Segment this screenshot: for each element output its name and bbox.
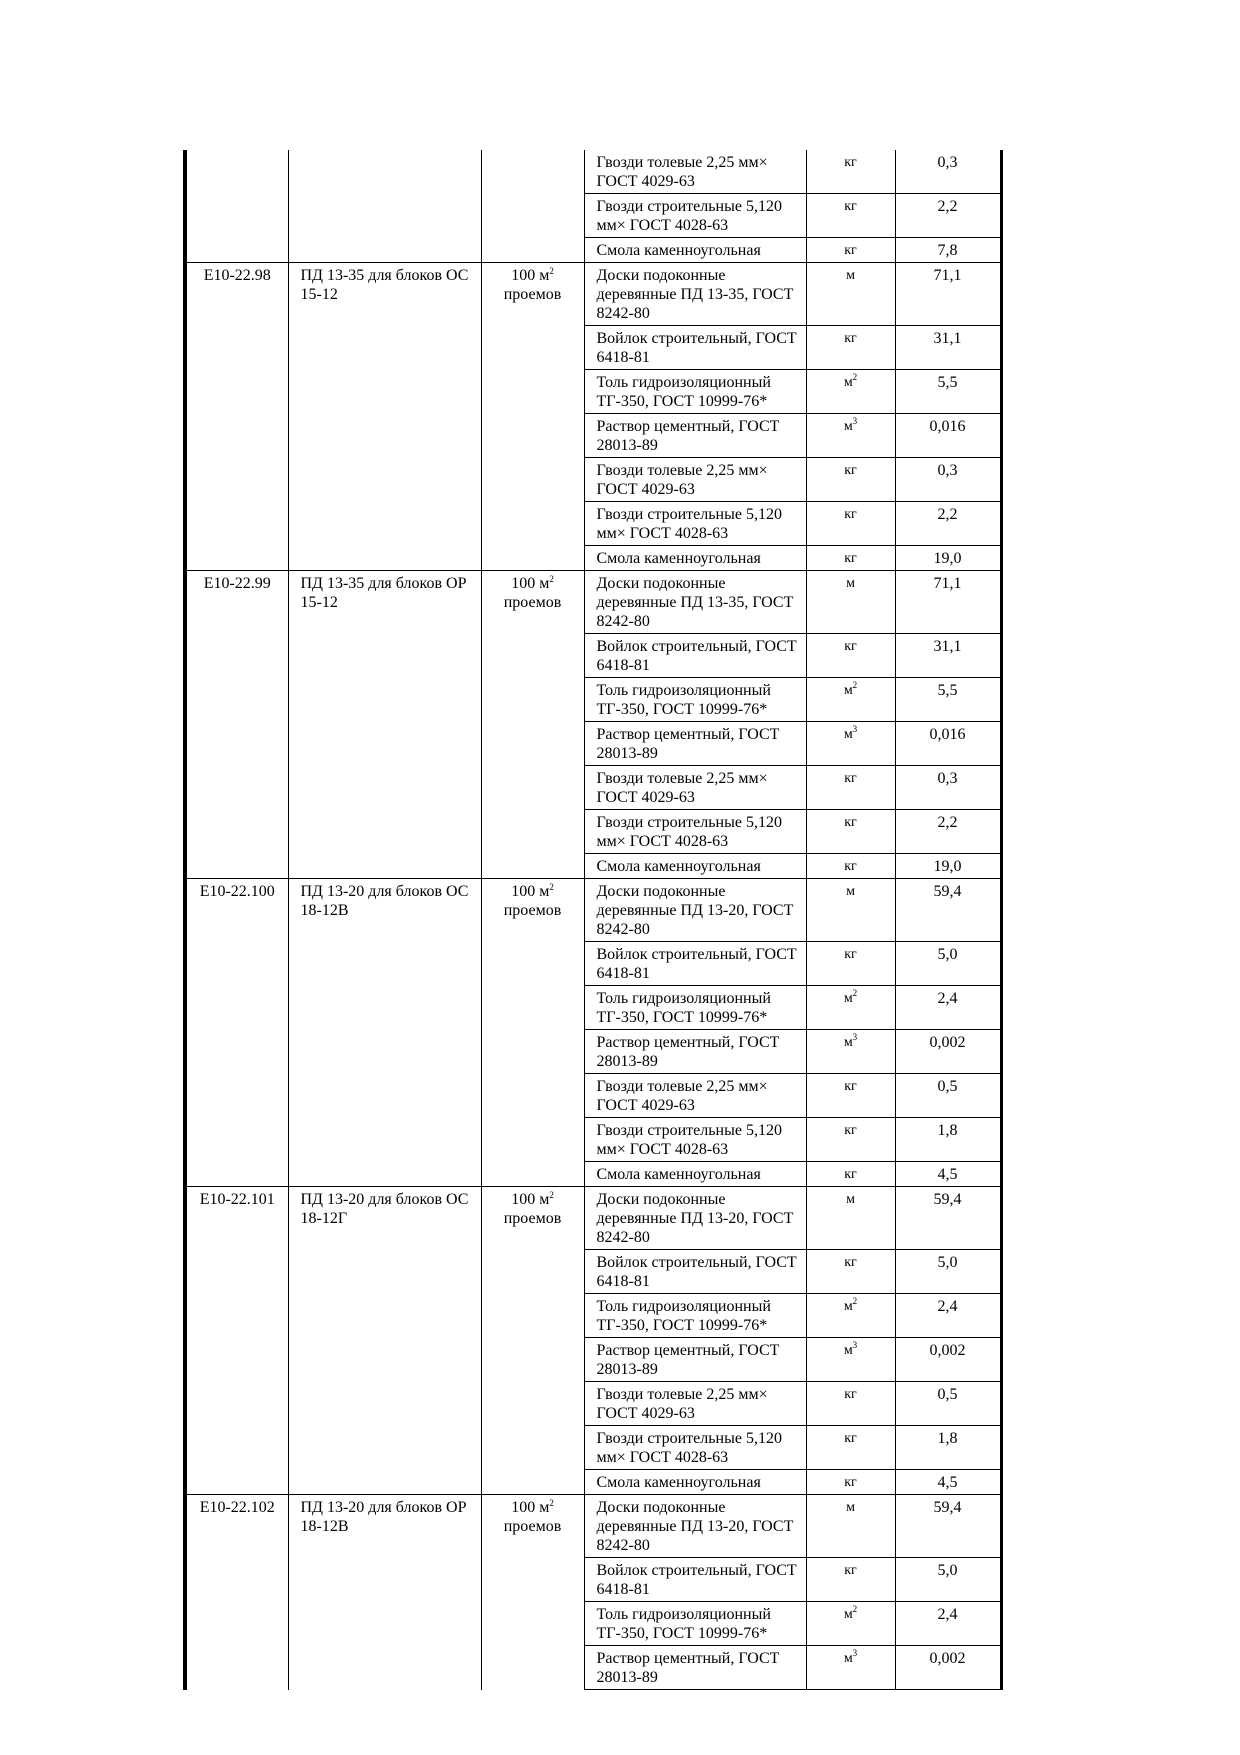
measure-unit-subtext: проемов [503, 594, 562, 611]
measure-unit-subtext: проемов [503, 902, 562, 919]
unit-cell [806, 1118, 895, 1162]
norms-table [183, 150, 1003, 1690]
unit-cell [806, 1426, 895, 1470]
unit-text: м [846, 1500, 855, 1515]
unit-cell [806, 238, 895, 263]
table-row [185, 263, 1001, 326]
unit-cell [806, 854, 895, 879]
table-row [185, 150, 1001, 194]
measure-unit-exponent: 2 [549, 266, 554, 276]
unit-cell [806, 766, 895, 810]
norm-code-cell: Е10-22.101 [185, 1187, 288, 1495]
unit-exponent: 3 [852, 416, 858, 426]
material-cell: Гвозди толевые 2,25 мм× ГОСТ 4029-63 [584, 150, 806, 194]
quantity-cell: 0,002 [895, 1338, 1001, 1382]
unit-text: м [846, 1192, 855, 1207]
unit-exponent: 2 [852, 1296, 858, 1306]
unit-cell [806, 1074, 895, 1118]
work-name-cell: ПД 13-20 для блоков ОС 18-12В [288, 879, 481, 1187]
table-row [185, 1495, 1001, 1558]
unit-cell [806, 546, 895, 571]
quantity-cell: 5,0 [895, 942, 1001, 986]
material-cell: Доски подоконные деревянные ПД 13-35, ГОСТ 8242-80 [584, 571, 806, 634]
norm-code-cell: Е10-22.102 [185, 1495, 288, 1690]
quantity-cell: 31,1 [895, 326, 1001, 370]
unit-cell [806, 502, 895, 546]
unit-text: кг [844, 1167, 857, 1182]
unit-cell [806, 1470, 895, 1495]
material-cell: Доски подоконные деревянные ПД 13-20, ГОСТ 8242-80 [584, 1495, 806, 1558]
unit-exponent: 2 [852, 1604, 858, 1614]
unit-cell [806, 1187, 895, 1250]
unit-cell [806, 1250, 895, 1294]
unit-cell [806, 571, 895, 634]
unit-text: м [843, 1343, 853, 1358]
table-row [185, 571, 1001, 634]
unit-text: кг [844, 1387, 857, 1402]
unit-text: м [843, 419, 853, 434]
quantity-cell: 59,4 [895, 1187, 1001, 1250]
quantity-cell: 2,2 [895, 810, 1001, 854]
quantity-cell: 19,0 [895, 546, 1001, 571]
unit-cell [806, 194, 895, 238]
material-cell: Смола каменноугольная [584, 238, 806, 263]
material-cell: Раствор цементный, ГОСТ 28013-89 [584, 722, 806, 766]
unit-text: кг [844, 155, 857, 170]
material-cell: Доски подоконные деревянные ПД 13-35, ГОСТ 8242-80 [584, 263, 806, 326]
unit-text: м [843, 683, 853, 698]
material-cell: Смола каменноугольная [584, 546, 806, 571]
measure-unit-text: 100 м [511, 883, 550, 900]
unit-cell [806, 326, 895, 370]
unit-text: кг [844, 947, 857, 962]
material-cell: Раствор цементный, ГОСТ 28013-89 [584, 1646, 806, 1690]
unit-cell [806, 722, 895, 766]
quantity-cell: 1,8 [895, 1118, 1001, 1162]
unit-text: м [846, 884, 855, 899]
material-cell: Войлок строительный, ГОСТ 6418-81 [584, 1558, 806, 1602]
material-cell: Раствор цементный, ГОСТ 28013-89 [584, 1338, 806, 1382]
material-cell: Войлок строительный, ГОСТ 6418-81 [584, 634, 806, 678]
unit-cell [806, 1495, 895, 1558]
quantity-cell: 0,016 [895, 414, 1001, 458]
unit-cell [806, 150, 895, 194]
quantity-cell: 2,4 [895, 1294, 1001, 1338]
quantity-cell: 0,3 [895, 150, 1001, 194]
quantity-cell: 7,8 [895, 238, 1001, 263]
unit-cell [806, 986, 895, 1030]
measure-unit-subtext: проемов [503, 286, 562, 303]
measure-unit-text: 100 м [511, 1191, 550, 1208]
unit-cell [806, 1558, 895, 1602]
unit-cell [806, 1338, 895, 1382]
material-cell: Доски подоконные деревянные ПД 13-20, ГОСТ 8242-80 [584, 879, 806, 942]
quantity-cell: 0,3 [895, 766, 1001, 810]
quantity-cell: 2,4 [895, 986, 1001, 1030]
work-name-cell: ПД 13-35 для блоков ОР 15-12 [288, 571, 481, 879]
unit-text: кг [844, 551, 857, 566]
unit-text: кг [844, 639, 857, 654]
material-cell: Гвозди толевые 2,25 мм× ГОСТ 4029-63 [584, 1382, 806, 1426]
material-cell: Гвозди толевые 2,25 мм× ГОСТ 4029-63 [584, 458, 806, 502]
quantity-cell: 1,8 [895, 1426, 1001, 1470]
unit-text: кг [844, 1079, 857, 1094]
quantity-cell: 5,0 [895, 1250, 1001, 1294]
material-cell: Смола каменноугольная [584, 1162, 806, 1187]
unit-cell [806, 1162, 895, 1187]
unit-text: кг [844, 331, 857, 346]
norm-code-cell: Е10-22.100 [185, 879, 288, 1187]
quantity-cell: 2,2 [895, 194, 1001, 238]
quantity-cell: 5,0 [895, 1558, 1001, 1602]
norms-table-body [185, 150, 1001, 1690]
quantity-cell: 71,1 [895, 571, 1001, 634]
unit-text: кг [844, 815, 857, 830]
material-cell: Гвозди строительные 5,120 мм× ГОСТ 4028-63 [584, 810, 806, 854]
measure-unit-text: 100 м [511, 1499, 550, 1516]
work-name-cell: ПД 13-20 для блоков ОС 18-12Г [288, 1187, 481, 1495]
work-name-cell: ПД 13-20 для блоков ОР 18-12В [288, 1495, 481, 1690]
unit-cell [806, 942, 895, 986]
quantity-cell: 31,1 [895, 634, 1001, 678]
measure-unit-exponent: 2 [549, 1498, 554, 1508]
unit-exponent: 2 [852, 988, 858, 998]
unit-text: м [843, 727, 853, 742]
unit-text: кг [844, 1475, 857, 1490]
material-cell: Войлок строительный, ГОСТ 6418-81 [584, 1250, 806, 1294]
material-cell: Гвозди строительные 5,120 мм× ГОСТ 4028-63 [584, 1426, 806, 1470]
material-cell: Доски подоконные деревянные ПД 13-20, ГОСТ 8242-80 [584, 1187, 806, 1250]
measure-unit-subtext: проемов [503, 1210, 562, 1227]
work-name-cell: ПД 13-35 для блоков ОС 15-12 [288, 263, 481, 571]
unit-text: м [846, 576, 855, 591]
quantity-cell: 4,5 [895, 1162, 1001, 1187]
unit-exponent: 3 [852, 1340, 858, 1350]
unit-cell [806, 634, 895, 678]
norm-code-cell: Е10-22.99 [185, 571, 288, 879]
quantity-cell: 0,3 [895, 458, 1001, 502]
norm-code-cell [185, 150, 288, 263]
measure-unit-exponent: 2 [549, 1190, 554, 1200]
unit-exponent: 3 [852, 1648, 858, 1658]
unit-text: м [843, 1607, 853, 1622]
unit-exponent: 2 [852, 680, 858, 690]
quantity-cell: 5,5 [895, 370, 1001, 414]
material-cell: Раствор цементный, ГОСТ 28013-89 [584, 414, 806, 458]
material-cell: Раствор цементный, ГОСТ 28013-89 [584, 1030, 806, 1074]
material-cell: Гвозди толевые 2,25 мм× ГОСТ 4029-63 [584, 766, 806, 810]
unit-cell [806, 1030, 895, 1074]
unit-exponent: 2 [852, 372, 858, 382]
quantity-cell: 0,002 [895, 1030, 1001, 1074]
unit-text: м [843, 1035, 853, 1050]
unit-cell [806, 1382, 895, 1426]
unit-text: м [843, 1299, 853, 1314]
measure-unit-cell [481, 150, 584, 263]
quantity-cell: 71,1 [895, 263, 1001, 326]
unit-exponent: 3 [852, 1032, 858, 1042]
unit-cell [806, 1294, 895, 1338]
unit-text: кг [844, 507, 857, 522]
quantity-cell: 2,2 [895, 502, 1001, 546]
unit-cell [806, 414, 895, 458]
unit-cell [806, 370, 895, 414]
table-row [185, 1187, 1001, 1250]
material-cell: Смола каменноугольная [584, 854, 806, 879]
material-cell: Толь гидроизоляционный ТГ-350, ГОСТ 10999-76* [584, 1602, 806, 1646]
material-cell: Толь гидроизоляционный ТГ-350, ГОСТ 10999-76* [584, 1294, 806, 1338]
unit-cell [806, 263, 895, 326]
unit-text: кг [844, 199, 857, 214]
material-cell: Гвозди строительные 5,120 мм× ГОСТ 4028-63 [584, 502, 806, 546]
material-cell: Войлок строительный, ГОСТ 6418-81 [584, 942, 806, 986]
unit-cell [806, 1602, 895, 1646]
unit-text: кг [844, 1563, 857, 1578]
unit-cell [806, 678, 895, 722]
measure-unit-cell [481, 571, 584, 879]
material-cell: Гвозди строительные 5,120 мм× ГОСТ 4028-63 [584, 194, 806, 238]
measure-unit-subtext: проемов [503, 1518, 562, 1535]
norm-code-cell: Е10-22.98 [185, 263, 288, 571]
quantity-cell: 4,5 [895, 1470, 1001, 1495]
quantity-cell: 59,4 [895, 879, 1001, 942]
material-cell: Толь гидроизоляционный ТГ-350, ГОСТ 10999-76* [584, 678, 806, 722]
quantity-cell: 2,4 [895, 1602, 1001, 1646]
measure-unit-exponent: 2 [549, 882, 554, 892]
measure-unit-exponent: 2 [549, 574, 554, 584]
quantity-cell: 19,0 [895, 854, 1001, 879]
unit-text: м [846, 268, 855, 283]
measure-unit-cell [481, 1187, 584, 1495]
material-cell: Войлок строительный, ГОСТ 6418-81 [584, 326, 806, 370]
unit-cell [806, 1646, 895, 1690]
unit-text: кг [844, 243, 857, 258]
quantity-cell: 0,5 [895, 1382, 1001, 1426]
unit-text: кг [844, 1123, 857, 1138]
measure-unit-text: 100 м [511, 267, 550, 284]
unit-text: м [843, 991, 853, 1006]
quantity-cell: 5,5 [895, 678, 1001, 722]
unit-text: кг [844, 771, 857, 786]
material-cell: Толь гидроизоляционный ТГ-350, ГОСТ 10999-76* [584, 370, 806, 414]
quantity-cell: 0,002 [895, 1646, 1001, 1690]
unit-text: м [843, 375, 853, 390]
unit-text: м [843, 1651, 853, 1666]
unit-text: кг [844, 1431, 857, 1446]
work-name-cell [288, 150, 481, 263]
unit-text: кг [844, 463, 857, 478]
material-cell: Гвозди строительные 5,120 мм× ГОСТ 4028-63 [584, 1118, 806, 1162]
table-row [185, 879, 1001, 942]
quantity-cell: 0,016 [895, 722, 1001, 766]
measure-unit-text: 100 м [511, 575, 550, 592]
quantity-cell: 0,5 [895, 1074, 1001, 1118]
unit-text: кг [844, 859, 857, 874]
quantity-cell: 59,4 [895, 1495, 1001, 1558]
material-cell: Смола каменноугольная [584, 1470, 806, 1495]
material-cell: Гвозди толевые 2,25 мм× ГОСТ 4029-63 [584, 1074, 806, 1118]
measure-unit-cell [481, 879, 584, 1187]
material-cell: Толь гидроизоляционный ТГ-350, ГОСТ 10999-76* [584, 986, 806, 1030]
unit-cell [806, 879, 895, 942]
unit-text: кг [844, 1255, 857, 1270]
unit-cell [806, 810, 895, 854]
measure-unit-cell [481, 263, 584, 571]
measure-unit-cell [481, 1495, 584, 1690]
unit-exponent: 3 [852, 724, 858, 734]
unit-cell [806, 458, 895, 502]
